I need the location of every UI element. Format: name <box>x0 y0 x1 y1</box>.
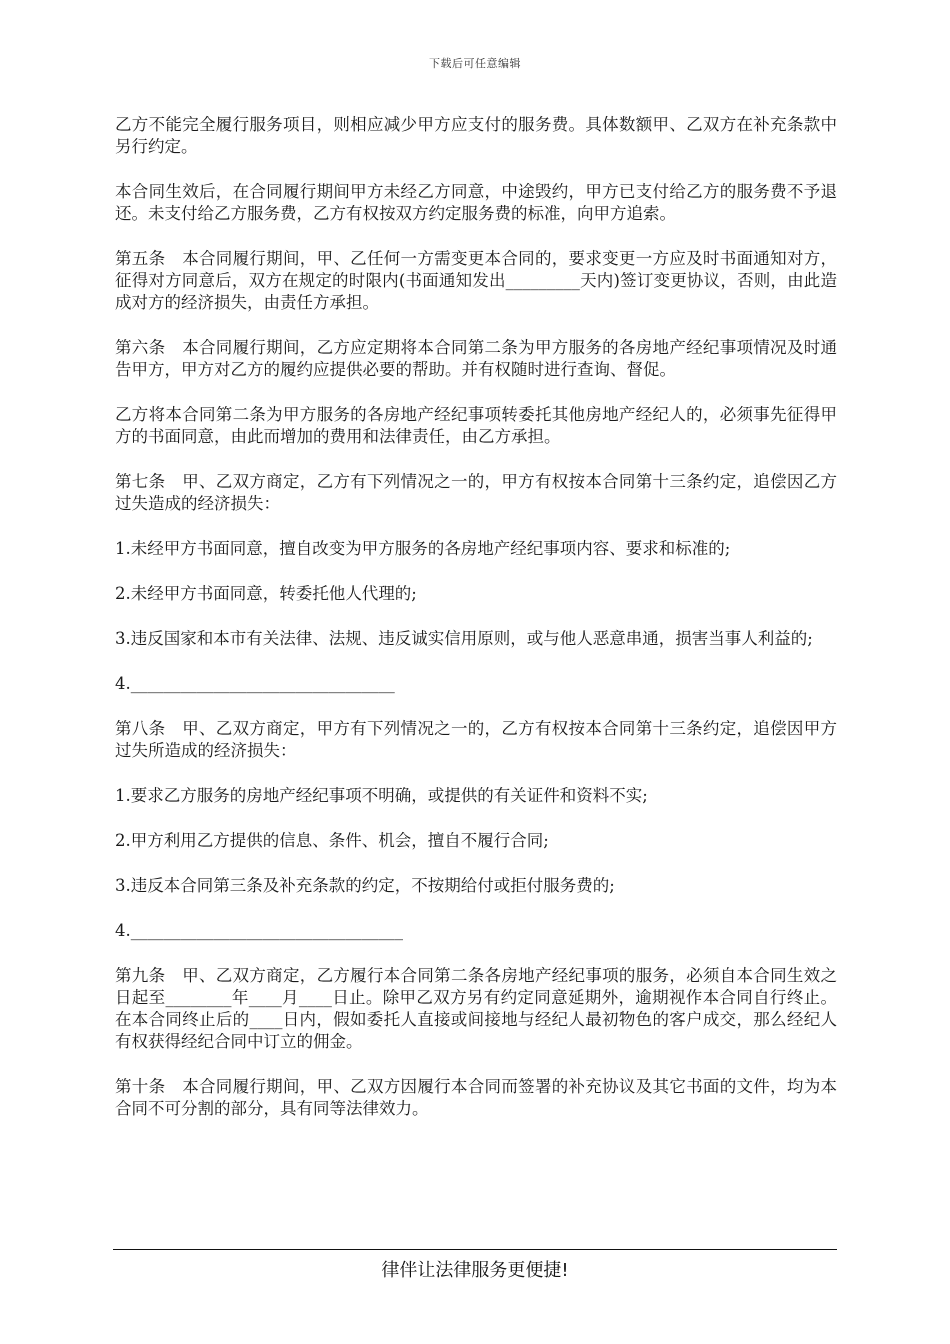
article-7: 第七条 甲、乙双方商定，乙方有下列情况之一的，甲方有权按本合同第十三条约定，追偿因乙方过失造成的经济损失： <box>115 472 837 513</box>
article-5: 第五条 本合同履行期间，甲、乙任何一方需变更本合同的，要求变更一方应及时书面通知对方，征得对方同意后，双方在规定的时限内(书面通知发出_________天内)签订变更协议，否则，由此造成对方的经济损失，由责任方承担。 <box>115 249 837 312</box>
list-item: 1.未经甲方书面同意，擅自改变为甲方服务的各房地产经纪事项内容、要求和标准的; <box>115 539 731 558</box>
document-body <box>115 114 837 1143</box>
article-8: 第八条 甲、乙双方商定，甲方有下列情况之一的，乙方有权按本合同第十三条约定，追偿因甲方过失所造成的经济损失： <box>115 719 837 760</box>
footer-slogan: 律伴让法律服务更便捷! <box>381 1260 569 1281</box>
list-item-blank: 4.________________________________ <box>115 674 395 693</box>
footer-divider <box>113 1249 837 1250</box>
article-6: 第六条 本合同履行期间，乙方应定期将本合同第二条为甲方服务的各房地产经纪事项情况及时通告甲方，甲方对乙方的履约应提供必要的帮助。并有权随时进行查询、督促。 <box>115 338 837 379</box>
list-item: 2.未经甲方书面同意，转委托他人代理的; <box>115 584 417 603</box>
list-item-blank: 4._________________________________ <box>115 921 403 940</box>
paragraph: 乙方将本合同第二条为甲方服务的各房地产经纪事项转委托其他房地产经纪人的，必须事先征得甲方的书面同意，由此而增加的费用和法律责任，由乙方承担。 <box>115 405 837 446</box>
article-9: 第九条 甲、乙双方商定，乙方履行本合同第二条各房地产经纪事项的服务，必须自本合同生效之日起至________年____月____日止。除甲乙双方另有约定同意延期外，逾期视作本合同自行终止。在本合同终止后的____日内，假如委托人直接或间接地与经纪人最初物色的客户成交，那么经纪人有权获得经纪合同中订立的佣金。 <box>115 966 837 1051</box>
page-header: 下载后可任意编辑 <box>429 57 521 70</box>
list-item: 2.甲方利用乙方提供的信息、条件、机会，擅自不履行合同; <box>115 831 549 850</box>
paragraph: 本合同生效后，在合同履行期间甲方未经乙方同意，中途毁约，甲方已支付给乙方的服务费不予退还。未支付给乙方服务费，乙方有权按双方约定服务费的标准，向甲方追索。 <box>115 182 837 223</box>
list-item: 3.违反本合同第三条及补充条款的约定，不按期给付或拒付服务费的; <box>115 876 615 895</box>
article-10: 第十条 本合同履行期间，甲、乙双方因履行本合同而签署的补充协议及其它书面的文件，均为本合同不可分割的部分，具有同等法律效力。 <box>115 1077 837 1118</box>
list-item: 1.要求乙方服务的房地产经纪事项不明确，或提供的有关证件和资料不实; <box>115 786 648 805</box>
paragraph: 乙方不能完全履行服务项目，则相应减少甲方应支付的服务费。具体数额甲、乙双方在补充条款中另行约定。 <box>115 115 837 156</box>
list-item: 3.违反国家和本市有关法律、法规、违反诚实信用原则，或与他人恶意串通，损害当事人利益的; <box>115 629 813 648</box>
